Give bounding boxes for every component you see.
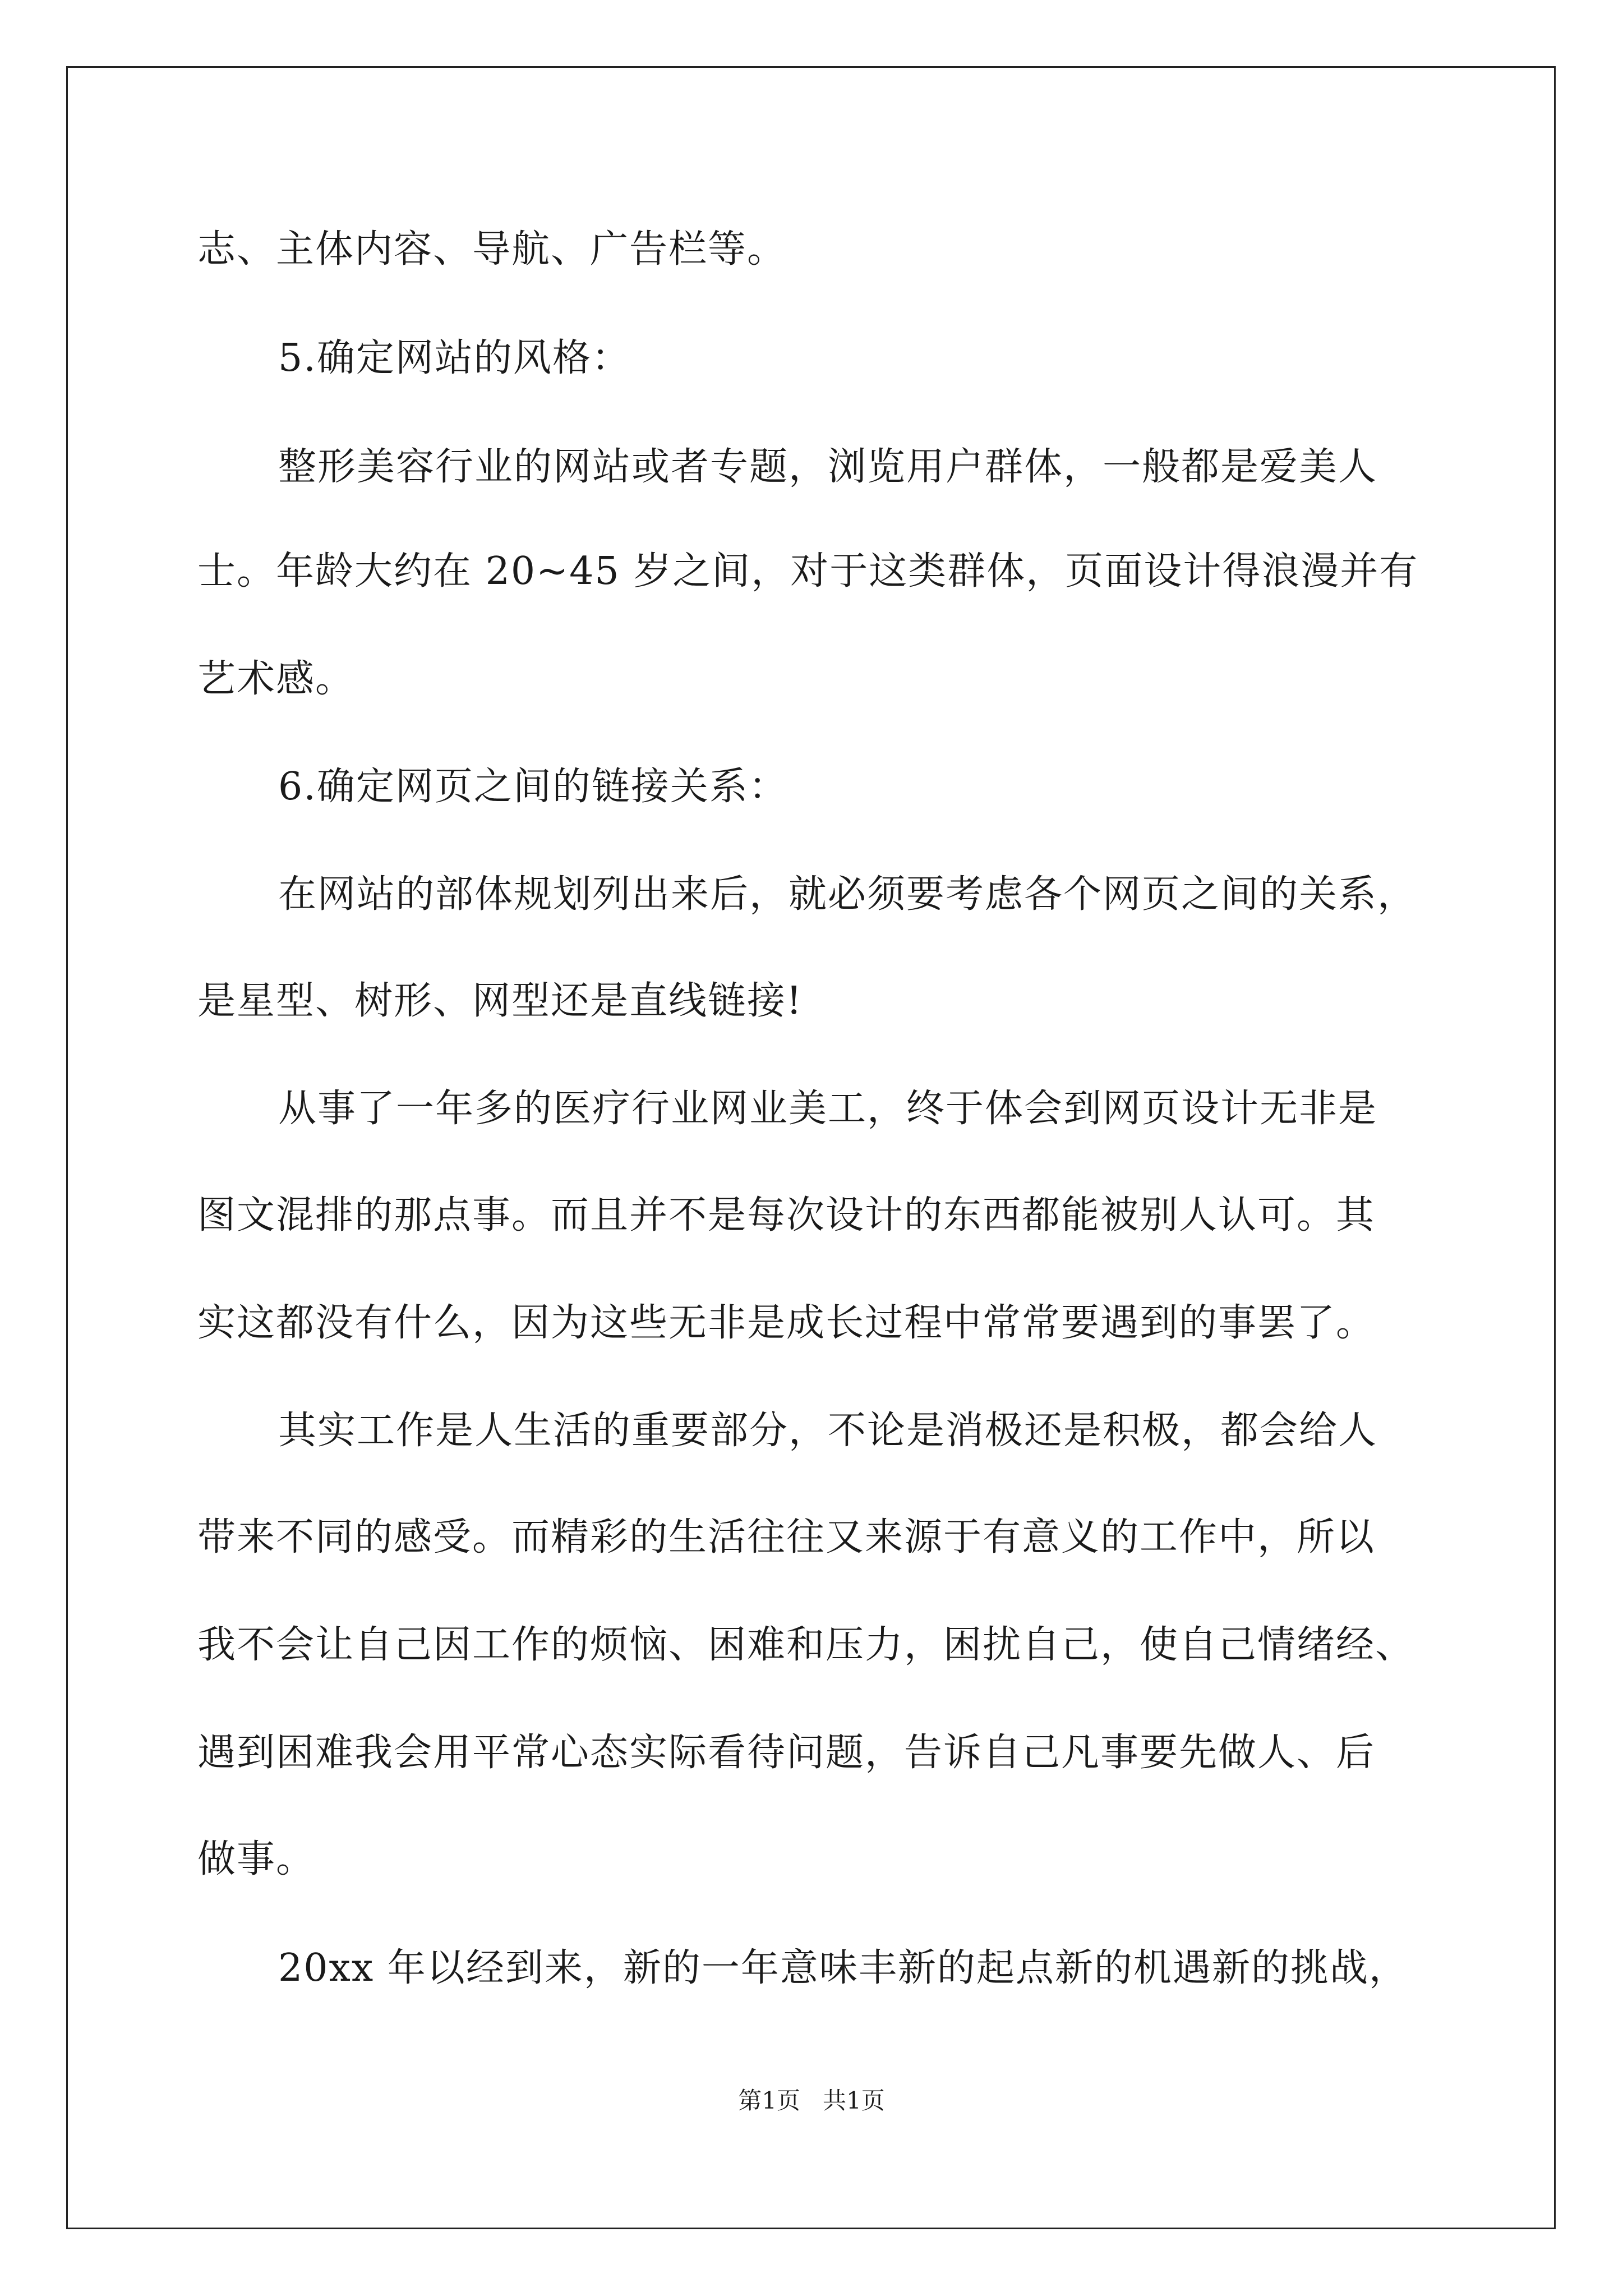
text-line: 是星型、树形、网型还是直线链接!	[197, 979, 803, 1023]
text-line: 士。年龄大约在 20~45 岁之间，对于这类群体，页面设计得浪漫并有	[197, 549, 1419, 593]
text-line: 5.确定网站的风格：	[278, 336, 631, 380]
text-line: 6.确定网页之间的链接关系：	[278, 765, 788, 809]
text-line: 我不会让自己因工作的烦恼、困难和压力，困扰自己，使自己情绪经、	[197, 1623, 1415, 1667]
text-line: 艺术感。	[197, 657, 355, 701]
text-line: 图文混排的那点事。而且并不是每次设计的东西都能被别人认可。其	[197, 1193, 1376, 1237]
text-line: 带来不同的感受。而精彩的生活往往又来源于有意义的工作中，所以	[197, 1515, 1376, 1559]
text-line: 实这都没有什么，因为这些无非是成长过程中常常要遇到的事罢了。	[197, 1301, 1376, 1345]
text-line: 从事了一年多的医疗行业网业美工，终于体会到网页设计无非是	[278, 1087, 1378, 1131]
text-line: 遇到困难我会用平常心态实际看待问题，告诉自己凡事要先做人、后	[197, 1731, 1376, 1775]
text-line: 做事。	[197, 1837, 316, 1881]
text-line: 20xx 年以经到来，新的一年意味丰新的起点新的机遇新的挑战，	[278, 1946, 1408, 1990]
text-line: 在网站的部体规划列出来后，就必须要考虑各个网页之间的关系，	[278, 872, 1417, 917]
page-border	[66, 66, 1556, 2229]
text-line: 志、主体内容、导航、广告栏等。	[197, 227, 787, 272]
text-line: 其实工作是人生活的重要部分，不论是消极还是积极，都会给人	[278, 1409, 1378, 1453]
page-number: 第1页 共1页	[738, 2087, 885, 2114]
text-line: 整形美容行业的网站或者专题，浏览用户群体，一般都是爱美人	[278, 445, 1378, 489]
